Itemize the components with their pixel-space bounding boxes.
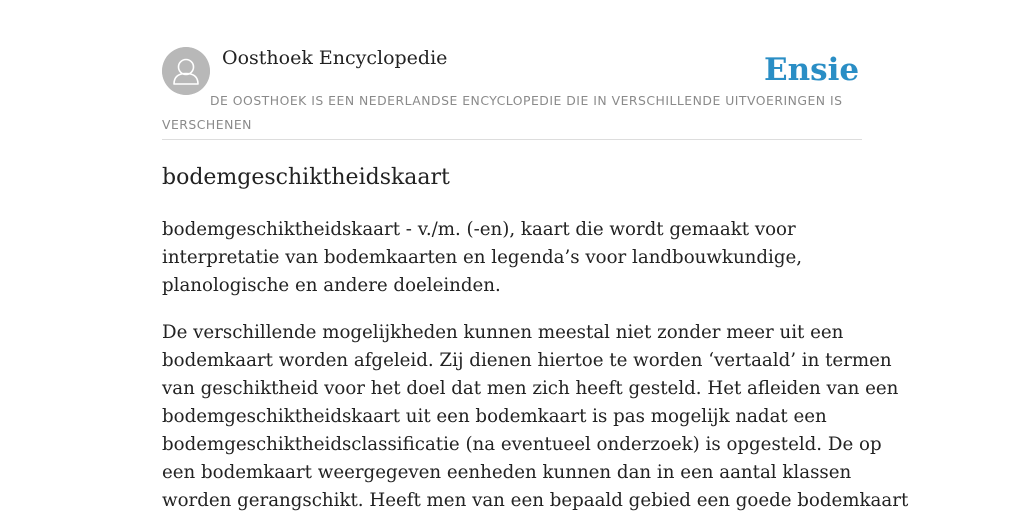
paragraph-line: van geschiktheid voor het doel dat men zich heeft gesteld. Het afleiden van een [162,378,899,399]
brand-logo[interactable]: Ensie [764,52,860,88]
paragraph-line: De verschillende mogelijkheden kunnen meestal niet zonder meer uit een [162,322,844,343]
paragraph-line: bodemgeschiktheidsclassificatie (na eventueel onderzoek) is opgesteld. De op [162,434,882,455]
article-paragraph-1 [162,216,862,300]
paragraph-line: een bodemkaart weergegeven eenheden kunnen dan in een aantal klassen [162,462,852,483]
author-description: DE OOSTHOEK IS EEN NEDERLANDSE ENCYCLOPEDIE DIE IN VERSCHILLENDE UITVOERINGEN IS VERSCHENEN [162,93,843,132]
article-body [162,216,909,512]
paragraph-line: bodemgeschiktheidskaart - v./m. (-en), kaart die wordt gemaakt voor [162,219,796,240]
author-name[interactable]: Oosthoek Encyclopedie [222,47,448,69]
author-avatar[interactable] [162,47,210,95]
header-divider [162,139,862,140]
user-avatar-icon [162,47,210,95]
paragraph-line: planologische en andere doeleinden. [162,275,501,296]
paragraph-line: bodemgeschiktheidskaart uit een bodemkaart is pas mogelijk nadat een [162,406,827,427]
paragraph-line: worden gerangschikt. Heeft men van een bepaald gebied een goede bodemkaart [162,490,909,511]
page-title: bodemgeschiktheidskaart [162,165,450,190]
paragraph-line: bodemkaart worden afgeleid. Zij dienen hiertoe te worden ‘vertaald’ in termen [162,350,892,371]
paragraph-line: interpretatie van bodemkaarten en legenda’s voor landbouwkundige, [162,247,803,268]
article-paragraph-2 [162,319,909,512]
